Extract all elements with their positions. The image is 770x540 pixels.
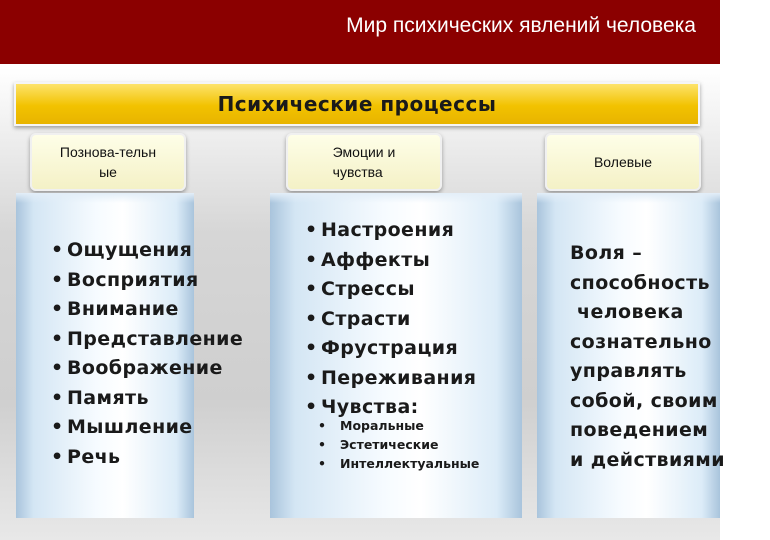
list-item: • Фрустрация (305, 334, 476, 364)
will-definition: Воля – способность человека сознательно управлять собой, своим поведением и действиями (570, 242, 725, 471)
list-item: • Настроения (305, 216, 476, 246)
list-item: • Память (51, 384, 243, 414)
list-item: • Страсти (305, 305, 476, 335)
category-volitional (545, 133, 701, 191)
list-item: • Эстетические (318, 435, 479, 454)
list-item: • Интеллектуальные (318, 454, 479, 473)
emotions-column (270, 193, 522, 518)
list-item: • Мышление (51, 413, 243, 443)
list-item: • Речь (51, 443, 243, 473)
category-volitional-label: Волевые (593, 154, 653, 170)
cognitive-list (51, 236, 243, 472)
title-bar (0, 0, 720, 64)
category-cognitive-line-2: ые (99, 164, 117, 180)
volitional-column (537, 193, 725, 518)
feelings-sublist (318, 416, 479, 473)
category-emotions-line-1: Эмоции и (332, 144, 396, 160)
list-item: • Внимание (51, 295, 243, 325)
category-emotions-line-2: чувства (332, 164, 383, 180)
category-cognitive-line-1: Познова-тельн (59, 144, 157, 160)
list-item: • Моральные (318, 416, 479, 435)
mental-processes-banner (14, 82, 700, 126)
list-item: • Воображение (51, 354, 243, 384)
category-emotions (286, 133, 442, 191)
list-item: • Чувства: (305, 393, 476, 423)
list-item: • Восприятия (51, 266, 243, 296)
slide-title: Мир психических явлений человека (346, 14, 696, 37)
list-item: • Ощущения (51, 236, 243, 266)
emotions-list (305, 216, 476, 423)
list-item: • Представление (51, 325, 243, 355)
banner-title: Психические процессы (217, 92, 497, 116)
category-cognitive (30, 133, 186, 191)
list-item: • Аффекты (305, 246, 476, 276)
list-item: • Стрессы (305, 275, 476, 305)
cognitive-column (16, 193, 244, 518)
list-item: • Переживания (305, 364, 476, 394)
